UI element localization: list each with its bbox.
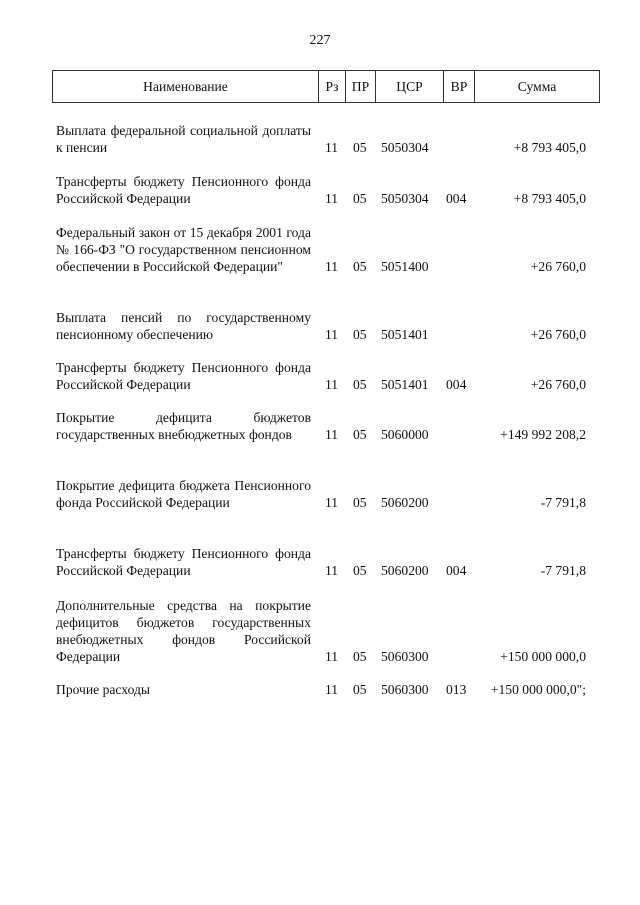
row-pr: 05	[353, 682, 367, 697]
table-row	[56, 173, 600, 207]
row-sum: +26 760,0	[530, 377, 586, 392]
row-rz: 11	[325, 140, 339, 155]
header-name: Наименование	[53, 71, 319, 102]
row-name: Трансферты бюджету Пенсионного фонда Российской Федерации	[56, 174, 311, 206]
row-csr: 5051401	[381, 327, 429, 342]
row-sum: +8 793 405,0	[513, 191, 586, 206]
table-row	[56, 309, 600, 343]
row-rz: 11	[325, 259, 339, 274]
row-rz: 11	[325, 191, 339, 206]
row-sum: -7 791,8	[540, 495, 586, 510]
row-pr: 05	[353, 377, 367, 392]
header-sum: Сумма	[517, 78, 557, 94]
row-name: Дополнительные средства на покрытие дефицитов бюджетов государственных внебюджетных фондов Российской Федерации	[56, 598, 311, 664]
row-pr: 05	[353, 259, 367, 274]
row-sum: +26 760,0	[530, 327, 586, 342]
row-sum: +150 000 000,0	[500, 649, 586, 664]
row-csr: 5060200	[381, 563, 429, 578]
row-rz: 11	[325, 377, 339, 392]
page-number: 227	[309, 33, 331, 48]
table-row	[56, 122, 600, 156]
table-row	[56, 359, 600, 393]
row-name: Трансферты бюджету Пенсионного фонда Российской Федерации	[56, 360, 311, 392]
row-rz: 11	[325, 495, 339, 510]
row-csr: 5051401	[381, 377, 429, 392]
header-rz: Рз	[319, 71, 346, 102]
row-rz: 11	[325, 563, 339, 578]
row-csr: 5060300	[381, 682, 429, 697]
row-name: Покрытие дефицита бюджета Пенсионного фонда Российской Федерации	[56, 478, 311, 510]
row-name: Покрытие дефицита бюджетов государственных внебюджетных фондов	[56, 410, 311, 442]
row-pr: 05	[353, 327, 367, 342]
row-vr: 004	[446, 563, 467, 578]
row-vr: 004	[446, 377, 467, 392]
row-pr: 05	[353, 140, 367, 155]
table-row	[56, 681, 600, 698]
row-name: Федеральный закон от 15 декабря 2001 года № 166-ФЗ "О государственном пенсионном обеспечении в Российской Федерации"	[56, 225, 311, 274]
row-sum: +150 000 000,0";	[490, 682, 586, 697]
row-sum: +26 760,0	[530, 259, 586, 274]
row-vr: 004	[446, 191, 467, 206]
table-row	[56, 409, 600, 443]
row-name: Прочие расходы	[56, 682, 151, 697]
row-pr: 05	[353, 427, 367, 442]
table-header	[52, 70, 600, 103]
row-csr: 5060300	[381, 649, 429, 664]
row-csr: 5050304	[381, 191, 429, 206]
row-csr: 5060000	[381, 427, 429, 442]
row-rz: 11	[325, 327, 339, 342]
header-pr: ПР	[346, 71, 376, 102]
header-csr: ЦСР	[376, 71, 444, 102]
row-pr: 05	[353, 495, 367, 510]
row-pr: 05	[353, 649, 367, 664]
row-sum: -7 791,8	[540, 563, 586, 578]
row-sum: +149 992 208,2	[500, 427, 586, 442]
row-pr: 05	[353, 191, 367, 206]
table-row	[56, 545, 600, 579]
table-row	[56, 224, 600, 275]
table-row	[56, 597, 600, 665]
row-csr: 5050304	[381, 140, 429, 155]
row-name: Выплата федеральной социальной доплаты к пенсии	[56, 123, 311, 155]
row-csr: 5051400	[381, 259, 429, 274]
table-row	[56, 477, 600, 511]
row-sum: +8 793 405,0	[513, 140, 586, 155]
row-vr: 013	[446, 682, 467, 697]
row-name: Трансферты бюджету Пенсионного фонда Российской Федерации	[56, 546, 311, 578]
row-rz: 11	[325, 649, 339, 664]
row-rz: 11	[325, 682, 339, 697]
row-rz: 11	[325, 427, 339, 442]
row-name: Выплата пенсий по государственному пенсионному обеспечению	[56, 310, 311, 342]
row-csr: 5060200	[381, 495, 429, 510]
row-pr: 05	[353, 563, 367, 578]
header-vr: ВР	[444, 71, 475, 102]
